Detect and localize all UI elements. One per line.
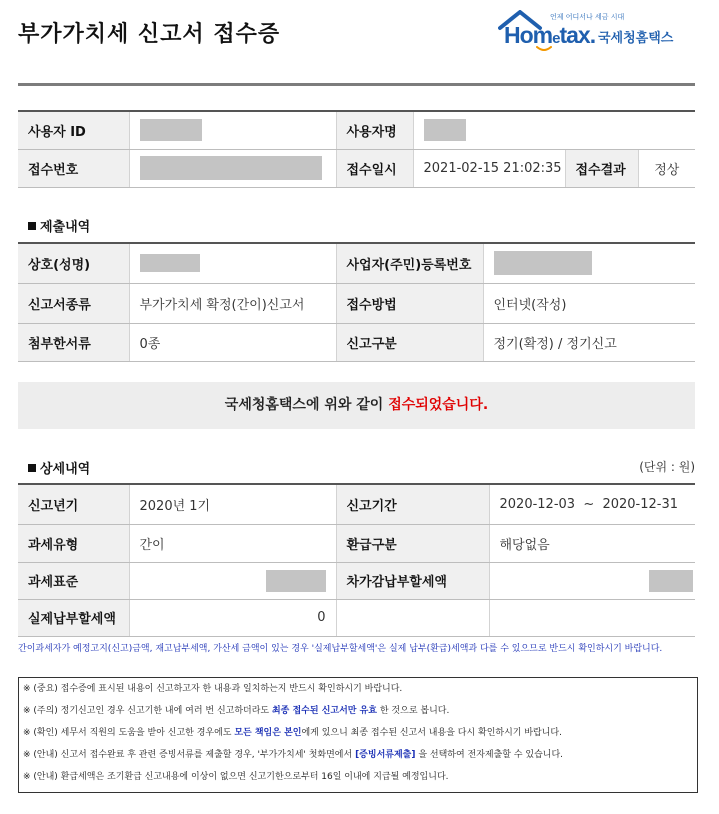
bizno-value	[483, 243, 695, 283]
user-name-label: 사용자명	[336, 111, 413, 149]
note-line: ※ (주의) 정기신고인 경우 신고기한 내에 여러 번 신고하더라도 최종 접수된 신고서만 유효 한 것으로 봅니다.	[23, 706, 450, 716]
logo-brand: Hometax.	[504, 22, 596, 48]
redacted-tax-base	[266, 570, 326, 592]
logo-smile-icon	[536, 46, 552, 52]
result-label: 접수결과	[565, 149, 638, 187]
receipt-time-value: 2021-02-15 21:02:35	[413, 149, 565, 187]
page-title: 부가가치세 신고서 접수증	[18, 22, 281, 47]
period-label: 신고기간	[336, 484, 489, 524]
actual-tax-label: 실제납부할세액	[18, 599, 129, 636]
logo-tagline: 언제 어디서나 세금 시대	[550, 13, 625, 21]
company-value	[129, 243, 336, 283]
receipt-no-value	[129, 149, 336, 187]
note-line: ※ (안내) 신고서 접수완료 후 관련 증빙서류를 제출할 경우, '부가가치세' 첫화면에서 [증빙서류제출] 을 선택하여 전자제출할 수 있습니다.	[23, 750, 564, 760]
user-id-value	[129, 111, 336, 149]
refund-label: 환급구분	[336, 524, 489, 562]
actual-tax-value: 0	[129, 599, 336, 636]
year-value: 2020년 1기	[129, 484, 336, 524]
tax-base-label: 과세표준	[18, 562, 129, 599]
note-line: ※ (안내) 환급세액은 조기환급 신고내용에 이상이 없으면 신고기한으로부터 16일 이내에 지급될 예정입니다.	[23, 772, 449, 782]
empty-cell	[336, 599, 489, 636]
redacted-company	[140, 254, 200, 272]
receipt-notice	[18, 382, 695, 429]
year-label: 신고년기	[18, 484, 129, 524]
tax-type-label: 과세유형	[18, 524, 129, 562]
user-id-label: 사용자 ID	[18, 111, 129, 149]
attachment-value: 0종	[129, 323, 336, 361]
company-label: 상호(성명)	[18, 243, 129, 283]
note-line: ※ (확인) 세무서 직원의 도움을 받아 신고한 경우에도 모든 책임은 본인에게 있으니 최종 접수된 신고서 내용을 다시 확인하시기 바랍니다.	[23, 728, 562, 738]
form-type-value: 부가가치세 확정(간이)신고서	[129, 283, 336, 323]
method-label: 접수방법	[336, 283, 483, 323]
receipt-table	[18, 110, 695, 188]
redacted-user-name	[424, 119, 466, 141]
redacted-net-tax	[649, 570, 693, 592]
form-type-label: 신고서종류	[18, 283, 129, 323]
filing-type-value: 정기(확정) / 정기신고	[483, 323, 695, 361]
notes-box	[18, 677, 698, 793]
page-header	[0, 0, 719, 64]
redacted-bizno	[494, 251, 592, 275]
net-tax-value	[489, 562, 695, 599]
submission-table	[18, 242, 695, 362]
tax-base-value	[129, 562, 336, 599]
tax-type-value: 간이	[129, 524, 336, 562]
refund-value: 해당없음	[489, 524, 695, 562]
receipt-time-label: 접수일시	[336, 149, 413, 187]
empty-cell	[489, 599, 695, 636]
notice-highlight: 접수되었습니다.	[388, 397, 489, 413]
bizno-label: 사업자(주민)등록번호	[336, 243, 483, 283]
details-section-title: 상세내역	[28, 458, 90, 477]
redacted-receipt-no	[140, 156, 322, 180]
filing-type-label: 신고구분	[336, 323, 483, 361]
details-table	[18, 483, 695, 637]
period-value: 2020-12-03 ~ 2020-12-31	[489, 484, 695, 524]
receipt-no-label: 접수번호	[18, 149, 129, 187]
hometax-logo	[498, 10, 698, 50]
simplified-taxpayer-note: 간이과세자가 예정고지(신고)금액, 재고납부세액, 가산세 금액이 있는 경우 '실제납부할세액'은 실제 납부(환급)세액과 다를 수 있으므로 반드시 확인하시기 바랍니다.	[18, 644, 663, 654]
logo-subtitle: 국세청홈택스	[598, 31, 674, 46]
result-value: 정상	[638, 149, 695, 187]
net-tax-label: 차가감납부할세액	[336, 562, 489, 599]
method-value: 인터넷(작성)	[483, 283, 695, 323]
submission-section-title: 제출내역	[28, 216, 90, 235]
user-name-value	[413, 111, 695, 149]
attachment-label: 첨부한서류	[18, 323, 129, 361]
unit-label: (단위 : 원)	[639, 460, 695, 474]
redacted-user-id	[140, 119, 202, 141]
note-line: ※ (중요) 접수증에 표시된 내용이 신고하고자 한 내용과 일치하는지 반드시 확인하시기 바랍니다.	[23, 684, 403, 694]
header-divider	[18, 83, 695, 86]
notice-text: 국세청홈택스에 위와 같이	[224, 397, 389, 413]
